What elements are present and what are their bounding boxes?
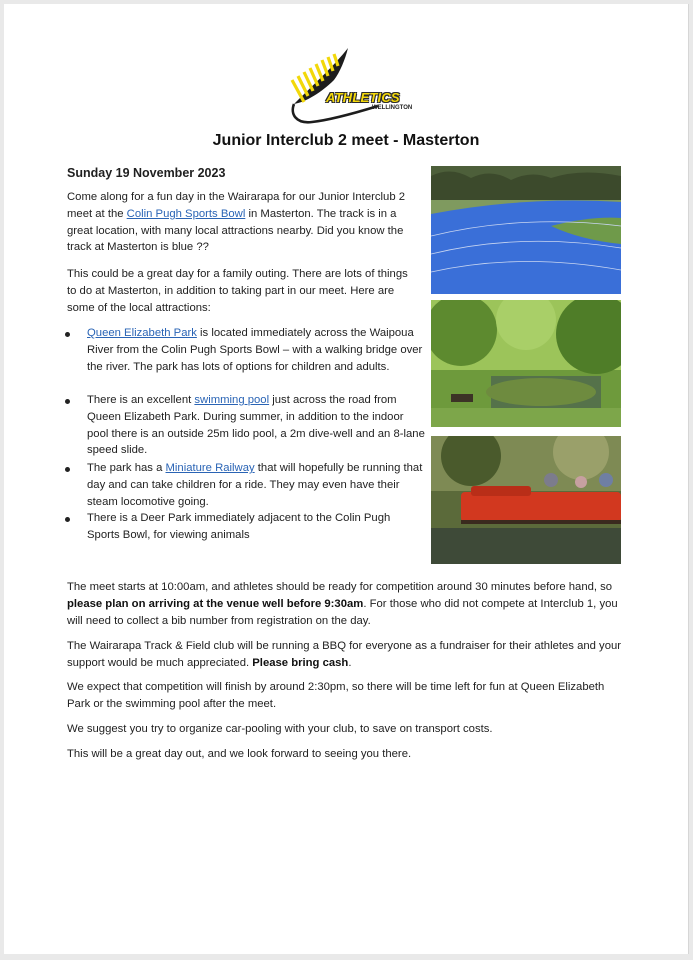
carpool-paragraph: We suggest you try to organize car-pooling with your club, to save on transport costs.: [67, 723, 493, 735]
bullet-icon: [65, 517, 70, 522]
list-item: The park has a Miniature Railway that will hopefully be running that day and can take children for a ride. They may even have their steam locomotive going.: [87, 462, 423, 508]
closing-paragraph: This will be a great day out, and we look forward to seeing you there.: [67, 748, 412, 760]
athletics-wellington-logo: [282, 44, 414, 130]
logo-subtitle: WELLINGTON: [372, 105, 413, 111]
blue-track-photo: [431, 166, 621, 294]
page-title: Junior Interclub 2 meet - Masterton: [212, 132, 480, 149]
queen-elizabeth-park-link[interactable]: Queen Elizabeth Park: [87, 327, 197, 339]
bullet-icon: [65, 399, 70, 404]
list-item: There is an excellent swimming pool just across the road from Queen Elizabeth Park. During summer, in addition to the indoor pool there is an outside 25m lido pool, a 2m dive-well and an 8-lane speed slide.: [87, 394, 425, 457]
arrival-emphasis: please plan on arriving at the venue well before 9:30am: [67, 597, 364, 610]
list-item: There is a Deer Park immediately adjacent to the Colin Pugh Sports Bowl, for viewing animals: [87, 512, 391, 541]
intro-paragraph: Come along for a fun day in the Wairarapa for our Junior Interclub 2 meet at the Colin Pugh Sports Bowl in Masterton. The track is in a great location, with many local attractions nearby. Did you know the track at Masterton is blue ??: [67, 191, 406, 254]
finish-time-paragraph: We expect that competition will finish by around 2:30pm, so there will be time left for fun at Queen Elizabeth Park or the swimming pool after the meet.: [67, 681, 605, 710]
bullet-icon: [65, 332, 70, 337]
list-item: Queen Elizabeth Park is located immediately across the Waipoua River from the Colin Pugh Sports Bowl – with a walking bridge over the river. The park has lots of options for children and adults.: [87, 327, 423, 373]
miniature-railway-link[interactable]: Miniature Railway: [165, 462, 255, 474]
bring-cash-emphasis: Please bring cash: [252, 656, 349, 669]
miniature-railway-photo: [431, 436, 621, 564]
event-date: Sunday 19 November 2023: [67, 166, 226, 180]
bullet-icon: [65, 467, 70, 472]
outing-paragraph: This could be a great day for a family outing. There are lots of things to do at Masterton, in addition to taking part in our meet. Here are some of the local attractions:: [67, 268, 408, 314]
bbq-paragraph: The Wairarapa Track & Field club will be running a BBQ for everyone as a fundraiser for their athletes and your support would be much appreciated. Please bring cash.: [67, 640, 622, 669]
document-page: [4, 4, 689, 954]
fern-icon: [292, 48, 378, 122]
colin-pugh-link[interactable]: Colin Pugh Sports Bowl: [126, 207, 246, 220]
swimming-pool-link[interactable]: swimming pool: [194, 394, 270, 406]
meet-start-paragraph: The meet starts at 10:00am, and athletes should be ready for competition around 30 minutes before hand, so please plan on arriving at the venue well before 9:30am. For those who did not compete at Interclub 1, you will need to collect a bib number from registration on the day.: [67, 581, 618, 627]
queen-elizabeth-park-photo: [431, 300, 621, 427]
logo-wordmark: ATHLETICS: [326, 90, 400, 105]
